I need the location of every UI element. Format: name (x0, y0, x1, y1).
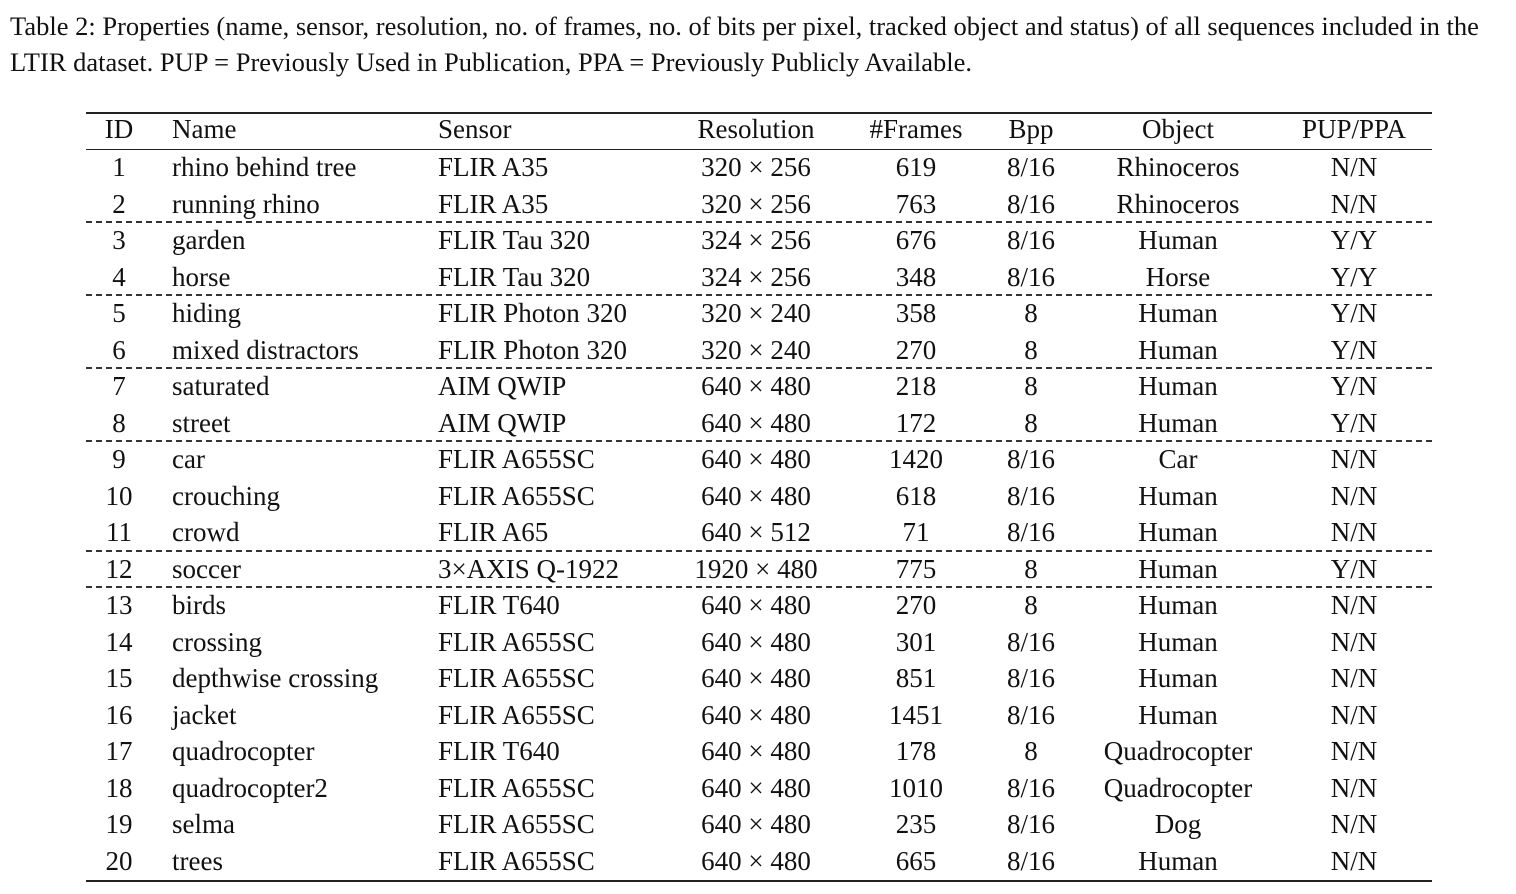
cell-object: Human (1138, 298, 1218, 328)
cell-frames: 665 (895, 845, 937, 876)
cell-frames: 235 (895, 809, 937, 839)
cell-sensor: AIM QWIP (438, 371, 567, 401)
cell-pup-ppa: Y/Y (1330, 261, 1378, 292)
cell-sensor: FLIR A655SC (438, 444, 595, 474)
table-row (86, 624, 1432, 660)
cell-resolution: 640 × 480 (701, 480, 811, 511)
cell-resolution: 640 × 480 (701, 590, 811, 620)
cell-name: hiding (172, 298, 242, 328)
group-separator (86, 221, 1432, 223)
cell-pup-ppa: Y/N (1330, 334, 1378, 365)
cell-resolution: 640 × 480 (701, 772, 811, 803)
cell-object: Human (1138, 407, 1218, 438)
table-row (86, 806, 1432, 842)
cell-name: saturated (172, 371, 270, 401)
header-name: Name (172, 114, 237, 144)
cell-id: 20 (105, 845, 133, 876)
cell-bpp: 8 (1024, 371, 1038, 401)
cell-id: 14 (105, 626, 133, 657)
cell-name: car (172, 444, 205, 474)
cell-name: crossing (172, 626, 262, 657)
cell-resolution: 640 × 480 (701, 699, 811, 730)
cell-id: 8 (112, 407, 126, 438)
table-row (86, 368, 1432, 404)
cell-pup-ppa: N/N (1330, 626, 1378, 657)
cell-bpp: 8 (1024, 590, 1038, 620)
cell-resolution: 640 × 480 (701, 626, 811, 657)
cell-object: Rhinoceros (1116, 152, 1240, 182)
cell-frames: 1420 (889, 444, 943, 474)
group-separator (86, 586, 1432, 588)
cell-pup-ppa: Y/N (1330, 407, 1378, 438)
cell-sensor: FLIR A655SC (438, 626, 595, 657)
cell-id: 6 (112, 334, 126, 365)
cell-bpp: 8/16 (1006, 626, 1055, 657)
cell-frames: 851 (895, 663, 937, 693)
cell-sensor: FLIR A655SC (438, 845, 595, 876)
cell-object: Human (1138, 626, 1218, 657)
cell-object: Human (1138, 699, 1218, 730)
cell-id: 7 (112, 371, 126, 401)
cell-sensor: FLIR Tau 320 (438, 261, 591, 292)
cell-name: depthwise crossing (172, 663, 379, 693)
cell-frames: 358 (895, 298, 937, 328)
cell-frames: 270 (895, 590, 937, 620)
cell-object: Car (1158, 444, 1198, 474)
cell-bpp: 8/16 (1006, 845, 1055, 876)
cell-frames: 172 (895, 407, 937, 438)
cell-resolution: 320 × 240 (701, 298, 811, 328)
cell-id: 19 (105, 809, 133, 839)
cell-frames: 1010 (889, 772, 943, 803)
cell-name: jacket (172, 699, 237, 730)
cell-pup-ppa: N/N (1330, 663, 1378, 693)
cell-resolution: 640 × 480 (701, 845, 811, 876)
cell-resolution: 640 × 480 (701, 809, 811, 839)
cell-name: rhino behind tree (172, 152, 357, 182)
cell-bpp: 8/16 (1006, 188, 1055, 219)
cell-resolution: 640 × 480 (701, 371, 811, 401)
cell-resolution: 324 × 256 (701, 225, 811, 255)
cell-id: 18 (105, 772, 133, 803)
cell-id: 1 (112, 152, 126, 182)
cell-id: 12 (105, 553, 133, 584)
cell-id: 11 (106, 517, 132, 547)
cell-resolution: 640 × 480 (701, 407, 811, 438)
cell-object: Human (1138, 225, 1218, 255)
cell-pup-ppa: N/N (1330, 188, 1378, 219)
cell-object: Human (1138, 334, 1218, 365)
cell-bpp: 8/16 (1006, 152, 1055, 182)
group-separator (86, 550, 1432, 552)
cell-pup-ppa: N/N (1330, 809, 1378, 839)
cell-sensor: FLIR A35 (438, 152, 549, 182)
cell-id: 16 (105, 699, 133, 730)
cell-resolution: 320 × 240 (701, 334, 811, 365)
cell-sensor: FLIR T640 (438, 590, 560, 620)
cell-sensor: AIM QWIP (438, 407, 567, 438)
cell-id: 13 (105, 590, 133, 620)
group-separator (86, 294, 1432, 296)
cell-object: Horse (1145, 261, 1211, 292)
cell-object: Human (1138, 371, 1218, 401)
header-object: Object (1142, 114, 1214, 144)
table-row (86, 843, 1432, 879)
cell-sensor: FLIR A655SC (438, 480, 595, 511)
cell-sensor: FLIR A65 (438, 517, 549, 547)
table-row (86, 551, 1432, 587)
cell-bpp: 8 (1024, 407, 1038, 438)
cell-object: Dog (1154, 809, 1202, 839)
cell-bpp: 8/16 (1006, 699, 1055, 730)
cell-pup-ppa: Y/N (1330, 371, 1378, 401)
cell-bpp: 8/16 (1006, 517, 1055, 547)
cell-object: Quadrocopter (1103, 772, 1253, 803)
header-frames: #Frames (869, 114, 963, 144)
table-row (86, 733, 1432, 769)
table-bottom-rule (86, 880, 1432, 882)
table-row (86, 514, 1432, 550)
cell-pup-ppa: N/N (1330, 590, 1378, 620)
cell-name: selma (172, 809, 235, 839)
cell-id: 2 (112, 188, 126, 219)
table-row (86, 295, 1432, 331)
table-row (86, 770, 1432, 806)
cell-frames: 775 (895, 553, 937, 584)
cell-name: quadrocopter (172, 736, 315, 766)
cell-frames: 270 (895, 334, 937, 365)
cell-pup-ppa: N/N (1330, 480, 1378, 511)
cell-name: trees (172, 845, 223, 876)
cell-bpp: 8/16 (1006, 663, 1055, 693)
cell-bpp: 8/16 (1006, 772, 1055, 803)
cell-resolution: 640 × 480 (701, 663, 811, 693)
cell-id: 5 (112, 298, 126, 328)
cell-object: Quadrocopter (1103, 736, 1253, 766)
cell-pup-ppa: N/N (1330, 699, 1378, 730)
cell-bpp: 8/16 (1006, 444, 1055, 474)
cell-sensor: FLIR A655SC (438, 772, 595, 803)
cell-frames: 348 (895, 261, 937, 292)
group-separator (86, 440, 1432, 442)
table-caption: Table 2: Properties (name, sensor, resolution, no. of frames, no. of bits per pixel, tracked object and status) of all sequences included in the LTIR dataset. PUP = Previously Used in Publication, PPA = Previously Publicly Available. (10, 11, 1479, 77)
cell-resolution: 640 × 480 (701, 736, 811, 766)
cell-pup-ppa: N/N (1330, 152, 1378, 182)
cell-sensor: FLIR A655SC (438, 663, 595, 693)
cell-sensor: FLIR A655SC (438, 699, 595, 730)
cell-pup-ppa: N/N (1330, 772, 1378, 803)
cell-sensor: FLIR Photon 320 (438, 298, 628, 328)
cell-bpp: 8 (1024, 553, 1038, 584)
cell-pup-ppa: N/N (1330, 845, 1378, 876)
table-row (86, 441, 1432, 477)
cell-name: quadrocopter2 (172, 772, 328, 803)
cell-name: soccer (172, 553, 241, 584)
cell-name: crouching (172, 480, 280, 511)
header-bpp: Bpp (1008, 114, 1054, 144)
cell-sensor: 3×AXIS Q-1922 (438, 553, 619, 584)
cell-resolution: 640 × 480 (701, 444, 811, 474)
table-row (86, 697, 1432, 733)
cell-object: Human (1138, 845, 1218, 876)
cell-frames: 618 (895, 480, 937, 511)
cell-pup-ppa: N/N (1330, 736, 1378, 766)
cell-name: horse (172, 261, 231, 292)
table-row (86, 149, 1432, 185)
cell-name: mixed distractors (172, 334, 359, 365)
cell-sensor: FLIR A655SC (438, 809, 595, 839)
cell-resolution: 1920 × 480 (694, 553, 818, 584)
cell-resolution: 324 × 256 (701, 261, 811, 292)
table-header-row (86, 111, 1432, 147)
cell-resolution: 320 × 256 (701, 152, 811, 182)
table-row (86, 222, 1432, 258)
cell-frames: 1451 (889, 699, 943, 730)
cell-name: birds (172, 590, 226, 620)
cell-object: Human (1138, 480, 1218, 511)
table-row (86, 587, 1432, 623)
cell-pup-ppa: Y/N (1330, 553, 1378, 584)
cell-bpp: 8/16 (1006, 480, 1055, 511)
header-resolution: Resolution (697, 114, 815, 144)
table-row (86, 259, 1432, 295)
cell-frames: 71 (902, 517, 930, 547)
cell-id: 3 (112, 225, 126, 255)
cell-bpp: 8 (1024, 298, 1038, 328)
group-separator (86, 367, 1432, 369)
cell-sensor: FLIR Tau 320 (438, 225, 591, 255)
cell-frames: 763 (895, 188, 937, 219)
cell-pup-ppa: Y/Y (1330, 225, 1378, 255)
table-row (86, 332, 1432, 368)
table-row (86, 478, 1432, 514)
cell-id: 9 (112, 444, 126, 474)
cell-bpp: 8/16 (1006, 261, 1055, 292)
header-sensor: Sensor (438, 114, 512, 144)
cell-bpp: 8/16 (1006, 809, 1055, 839)
cell-pup-ppa: Y/N (1330, 298, 1378, 328)
cell-frames: 619 (895, 152, 937, 182)
table-row (86, 186, 1432, 222)
table-row (86, 660, 1432, 696)
cell-object: Human (1138, 663, 1218, 693)
header-id: ID (104, 114, 134, 144)
cell-object: Human (1138, 553, 1218, 584)
cell-name: garden (172, 225, 246, 255)
cell-sensor: FLIR A35 (438, 188, 549, 219)
header-pup-ppa: PUP/PPA (1301, 114, 1407, 144)
cell-pup-ppa: N/N (1330, 517, 1378, 547)
cell-object: Human (1138, 517, 1218, 547)
cell-resolution: 640 × 512 (701, 517, 811, 547)
cell-pup-ppa: N/N (1330, 444, 1378, 474)
cell-id: 10 (105, 480, 133, 511)
cell-name: crowd (172, 517, 240, 547)
cell-name: running rhino (172, 188, 320, 219)
cell-bpp: 8/16 (1006, 225, 1055, 255)
cell-frames: 218 (895, 371, 937, 401)
cell-name: street (172, 407, 231, 438)
cell-id: 15 (105, 663, 133, 693)
cell-frames: 178 (895, 736, 937, 766)
cell-resolution: 320 × 256 (701, 188, 811, 219)
cell-frames: 301 (895, 626, 937, 657)
cell-bpp: 8 (1024, 736, 1038, 766)
cell-id: 4 (112, 261, 126, 292)
cell-frames: 676 (895, 225, 937, 255)
cell-sensor: FLIR T640 (438, 736, 560, 766)
cell-object: Human (1138, 590, 1218, 620)
cell-sensor: FLIR Photon 320 (438, 334, 628, 365)
table-row (86, 405, 1432, 441)
cell-id: 17 (105, 736, 133, 766)
cell-object: Rhinoceros (1116, 188, 1240, 219)
cell-bpp: 8 (1024, 334, 1038, 365)
